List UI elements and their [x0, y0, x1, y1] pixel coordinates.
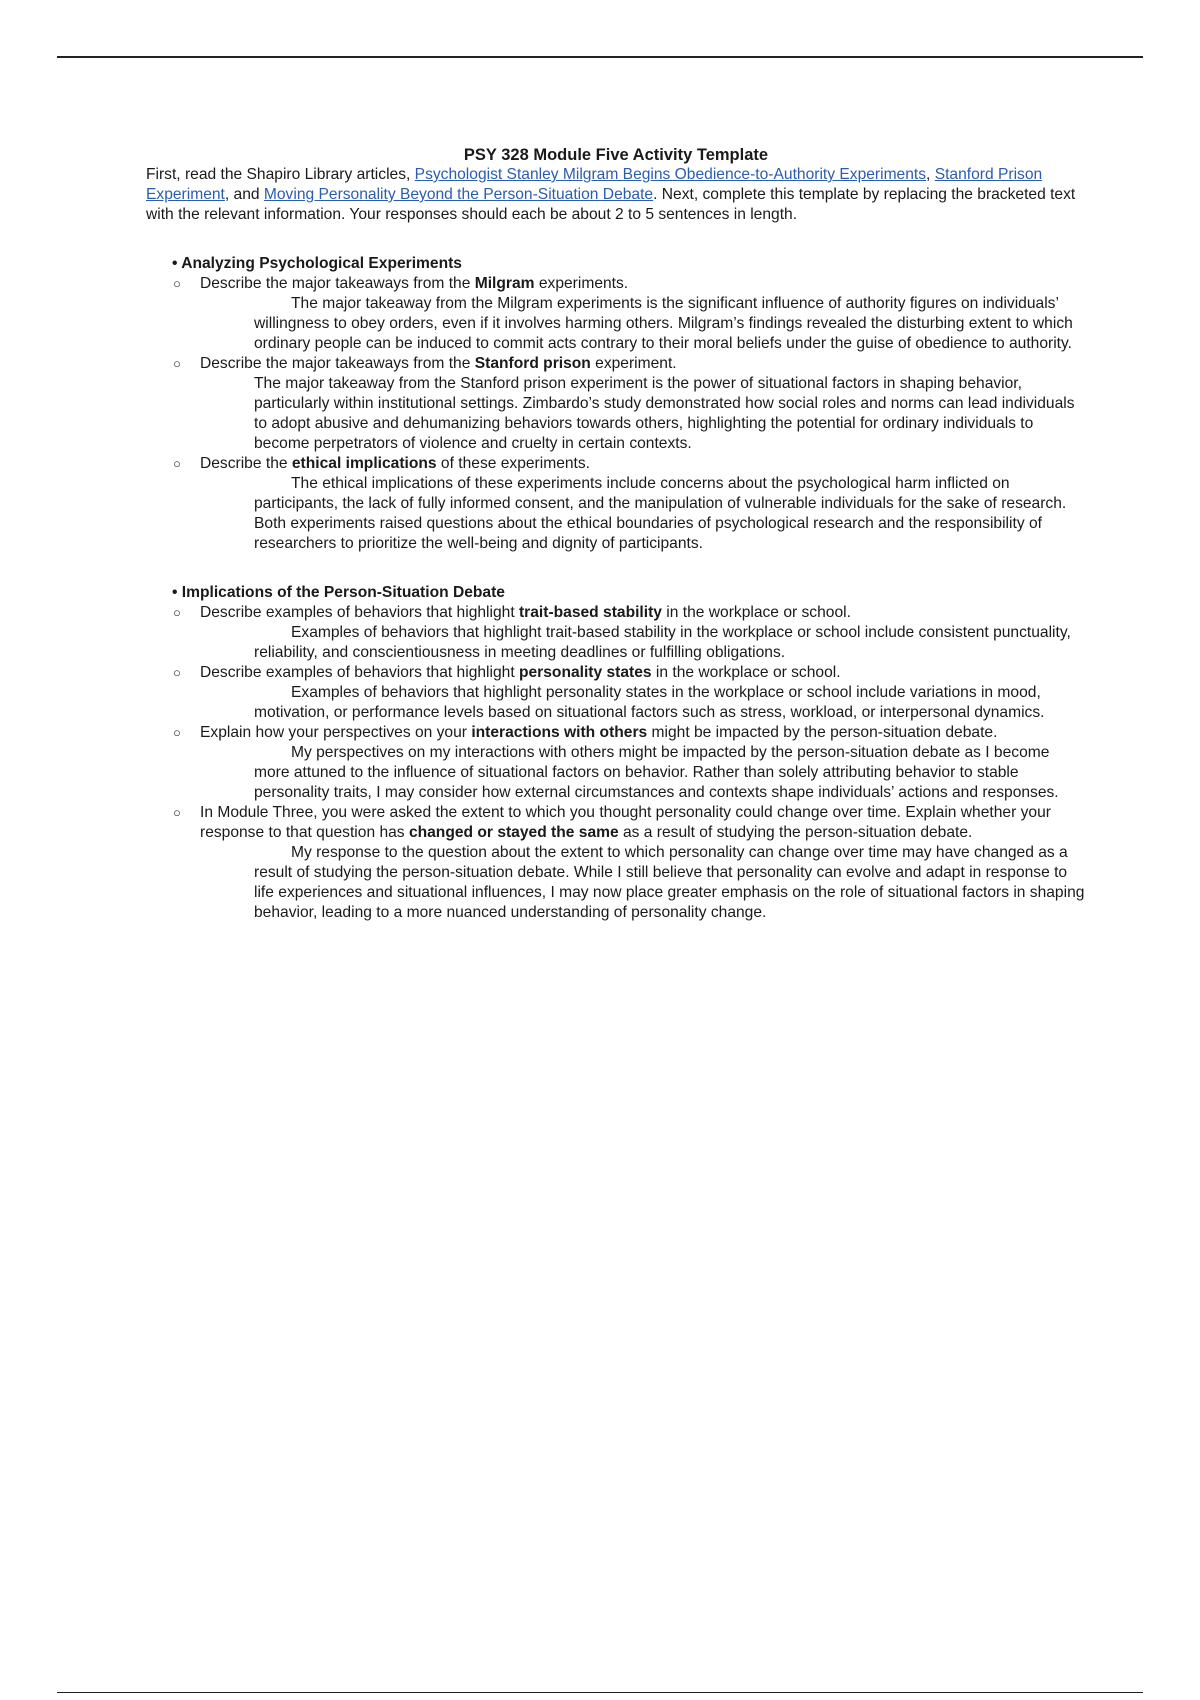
link-person-situation-article[interactable]: Moving Personality Beyond the Person-Situation Debate	[263, 186, 654, 203]
circle-bullet-icon: ○	[173, 456, 181, 471]
circle-bullet-icon: ○	[173, 665, 181, 680]
question-text: Describe the major takeaways from the	[200, 275, 475, 292]
question-text: experiment.	[590, 355, 677, 372]
answer-personality-states: Examples of behaviors that highlight personality states in the workplace or school include variations in mood, motivation, or performance levels based on situational factors such as stress, workload, or interpersonal dynamics.	[254, 684, 1045, 721]
section-heading: • Implications of the Person-Situation Debate	[172, 584, 505, 601]
question-text: Describe examples of behaviors that highlight	[200, 604, 519, 621]
circle-bullet-icon: ○	[173, 805, 181, 820]
header-rule	[57, 56, 1143, 58]
page-title: PSY 328 Module Five Activity Template	[463, 146, 769, 164]
question-emphasis: changed or stayed the same	[408, 824, 619, 841]
question-emphasis: personality states	[518, 664, 652, 681]
link-milgram-article[interactable]: Psychologist Stanley Milgram Begins Obedience-to-Authority Experiments	[414, 166, 927, 183]
circle-bullet-icon: ○	[173, 356, 181, 371]
circle-bullet-icon: ○	[173, 605, 181, 620]
question-trait-stability	[146, 603, 1086, 623]
question-text: In Module Three, you were asked the extent to which you thought personality could change over time. Explain whether your response to that question has	[200, 804, 1051, 841]
answer-interactions: My perspectives on my interactions with others might be impacted by the person-situation debate as I become more attuned to the influence of situational factors on behavior. Rather than solely attributing behavior to stable personality traits, I may consider how external circumstances and contexts shape individuals’ actions and responses.	[254, 744, 1059, 801]
question-emphasis: Milgram	[474, 275, 535, 292]
answer-milgram: The major takeaway from the Milgram experiments is the significant influence of authority figures on individuals’ willingness to obey orders, even if it involves harming others. Milgram’s findings revealed the disturbing extent to which ordinary people can be induced to commit acts contrary to their moral beliefs under the guise of obedience to authority.	[254, 295, 1073, 352]
intro-prefix: First, read the Shapiro Library articles,	[146, 166, 415, 183]
question-module-three	[146, 803, 1086, 843]
intro-sep2: , and	[224, 186, 264, 203]
footer-rule	[57, 1692, 1143, 1693]
question-milgram	[146, 274, 1086, 294]
intro-paragraph	[146, 165, 1086, 225]
section-heading: • Analyzing Psychological Experiments	[172, 255, 462, 272]
question-personality-states	[146, 663, 1086, 683]
question-text: of these experiments.	[436, 455, 591, 472]
question-text: Explain how your perspectives on your	[200, 724, 472, 741]
answer-stanford: The major takeaway from the Stanford prison experiment is the power of situational factors in shaping behavior, particularly within institutional settings. Zimbardo’s study demonstrated how social roles and norms can lead individuals to adopt abusive and dehumanizing behaviors towards others, highlighting the potential for ordinary individuals to become perpetrators of violence and cruelty in certain contexts.	[254, 375, 1075, 452]
circle-bullet-icon: ○	[173, 725, 181, 740]
circle-bullet-icon: ○	[173, 276, 181, 291]
answer-trait-stability: Examples of behaviors that highlight trait-based stability in the workplace or school include consistent punctuality, reliability, and conscientiousness in meeting deadlines or fulfilling obligations.	[254, 624, 1071, 661]
question-text: in the workplace or school.	[651, 664, 841, 681]
section-analyzing-experiments	[146, 254, 1086, 554]
section-person-situation	[146, 583, 1086, 923]
question-emphasis: Stanford prison	[474, 355, 591, 372]
question-emphasis: ethical implications	[291, 455, 437, 472]
question-interactions	[146, 723, 1086, 743]
question-stanford	[146, 354, 1086, 374]
question-text: experiments.	[534, 275, 629, 292]
answer-ethics: The ethical implications of these experiments include concerns about the psychological harm inflicted on participants, the lack of fully informed consent, and the manipulation of vulnerable individuals for the sake of research. Both experiments raised questions about the ethical boundaries of psychological research and the responsibility of researchers to prioritize the well-being and dignity of participants.	[254, 475, 1067, 552]
question-text: might be impacted by the person-situation debate.	[647, 724, 998, 741]
intro-sep1: ,	[926, 166, 935, 183]
question-text: as a result of studying the person-situation debate.	[618, 824, 973, 841]
question-text: in the workplace or school.	[661, 604, 851, 621]
question-ethics	[146, 454, 1086, 474]
link-stanford-article[interactable]: Stanford Prison Experiment	[146, 166, 1043, 203]
question-text: Describe the	[200, 455, 292, 472]
document-page	[146, 145, 1086, 923]
question-emphasis: interactions with others	[471, 724, 648, 741]
question-emphasis: trait-based stability	[518, 604, 662, 621]
answer-module-three: My response to the question about the extent to which personality can change over time may have changed as a result of studying the person-situation debate. While I still believe that personality can evolve and adapt in response to life experiences and situational influences, I may now place greater emphasis on the role of situational factors in shaping behavior, leading to a more nuanced understanding of personality change.	[254, 844, 1085, 921]
question-text: Describe examples of behaviors that highlight	[200, 664, 519, 681]
intro-suffix: . Next, complete this template by replacing the bracketed text with the relevant information. Your responses should each be about 2 to 5 sentences in length.	[146, 186, 1076, 223]
question-text: Describe the major takeaways from the	[200, 355, 475, 372]
